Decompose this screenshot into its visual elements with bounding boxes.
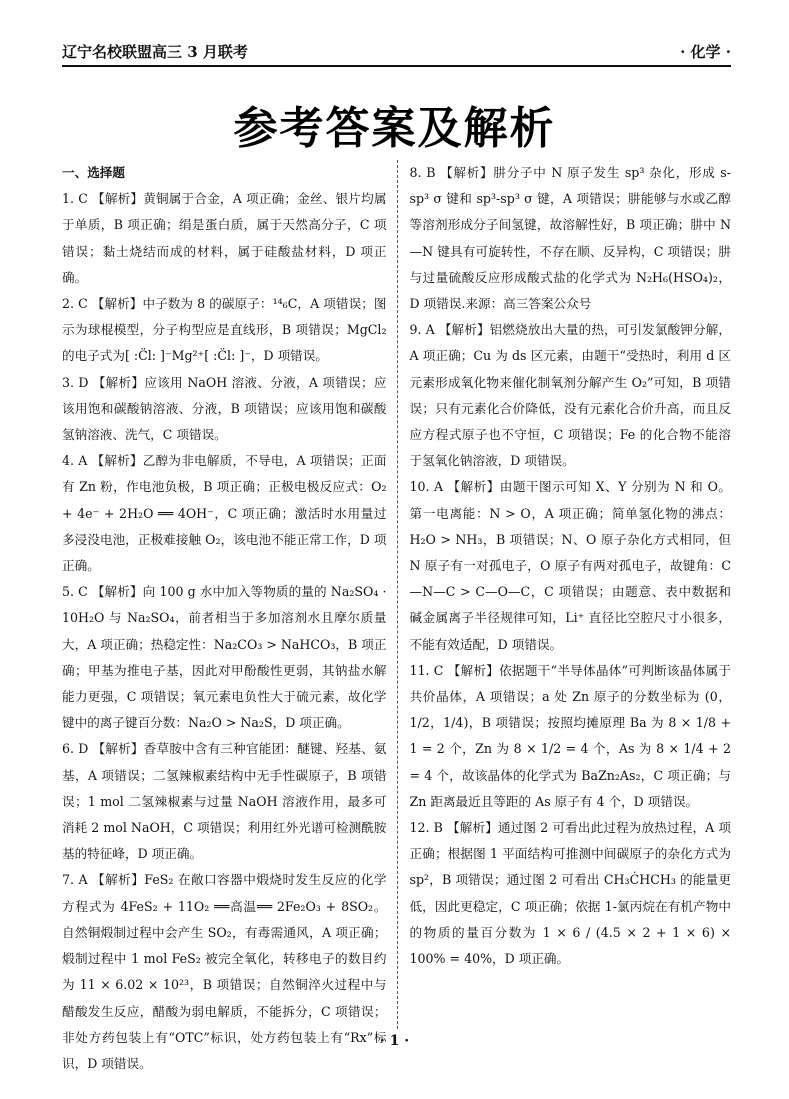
answer-item-11 [410, 658, 732, 815]
answer-text: 8. B 【解析】肼分子中 N 原子发生 sp³ 杂化，形成 s-sp³ σ 键和 sp³-sp³ σ 键，A 项错误；肼能够与水或乙醇等溶剂形成分子间氢键，故溶解性好，B 项正确；肼中 N—N 键具有可旋转性，不存在顺、反异构，C 项错误；肼与过量硫酸反应形成酸式盐的化学式为 N₂H₆(HSO₄)₂，D 项错误.来源：高三答案公众号 [409, 165, 731, 312]
answer-item-1 [62, 186, 387, 291]
answer-columns [62, 160, 731, 1071]
answer-item-4 [62, 448, 387, 579]
section-heading: 一、选择题 [62, 165, 125, 180]
answer-item-12 [410, 815, 732, 972]
answer-text: 11. C 【解析】依据题干“半导体晶体”可判断该晶体属于共价晶体，A 项错误；a 处 Zn 原子的分数坐标为 (0，1/2，1/4)，B 项错误；按照均摊原理 Ba 为 8 × 1/8 + 1 = 2 个，Zn 为 8 × 1/2 = 4 个，As 为 8 × 1/4 + 2 = 4 个，故该晶体的化学式为 BaZn₂As₂，C 项正确；与 Zn 距离最近且等距的 As 原子有 4 个，D 项错误。 [409, 662, 731, 809]
answer-item-5 [62, 579, 387, 736]
answer-text: 2. C 【解析】中子数为 8 的碳原子：¹⁴₆C，A 项错误；图示为球棍模型，分子构型应是直线形，B 项错误；MgCl₂ 的电子式为[ :C̈l: ]⁻Mg²⁺[ :C̈l: ]⁻，D 项错误。 [62, 296, 387, 364]
answer-text: 6. D 【解析】香草胺中含有三种官能团：醚键、羟基、氨基，A 项错误；二氢辣椒素结构中无手性碳原子，B 项错误；1 mol 二氢辣椒素与过量 NaOH 溶液作用，最多可消耗 2 mol NaOH，C 项错误；利用红外光谱可检测酰胺基的特征峰，D 项正确。 [62, 741, 387, 862]
answer-item-2 [62, 291, 387, 370]
answer-item-8 [410, 160, 732, 317]
right-column [397, 160, 732, 1029]
answer-text: 10. A 【解析】由题干图示可知 X、Y 分别为 N 和 O。第一电离能：N > O，A 项正确；简单氢化物的沸点：H₂O > NH₃，B 项错误；N、O 原子杂化方式相同，但 N 原子有一对孤电子，O 原子有两对孤电子，故键角：C—N—C > C—O—C，C 项错误；由题意、表中数据和碱金属离子半径规律可知，Li⁺ 直径比空腔尺寸小很多，不能有效适配，D 项错误。 [409, 479, 731, 652]
page-number: · 1 · [379, 1033, 410, 1049]
answer-text: 12. B 【解析】通过图 2 可看出此过程为放热过程，A 项正确；根据图 1 平面结构可推测中间碳原子的杂化方式为 sp²，B 项错误；通过图 2 可看出 CH₃ĊHCH₃ 的能量更低，因此更稳定，C 项正确；依据 1-氯丙烷在有机产物中的物质的量百分数为 1 × 6 / (4.5 × 2 + 1 × 6) × 100% = 40%，D 项正确。 [409, 820, 731, 967]
header-exam-name: 辽宁名校联盟高三 3 月联考 [62, 43, 248, 61]
left-column [62, 160, 397, 1071]
answer-text: 3. D 【解析】应该用 NaOH 溶液、分液，A 项错误；应该用饱和碳酸钠溶液、分液，B 项错误；应该用饱和碳酸氢钠溶液、洗气，C 项错误。 [62, 374, 387, 443]
answer-text: 5. C 【解析】向 100 g 水中加入等物质的量的 Na₂SO₄ · 10H₂O 与 Na₂SO₄，前者相当于多加溶剂水且摩尔质量大，A 项正确；热稳定性：Na₂CO₃ > NaHCO₃，B 项正确；甲基为推电子基，因此对甲酚酸性更弱，其钠盐水解能力更强，C 项错误；氧元素电负性大于硫元素，故化学键中的离子键百分数：Na₂O > Na₂S，D 项正确。 [62, 584, 387, 731]
page-header [62, 36, 731, 67]
header-subject: · 化学 · [680, 43, 731, 61]
answer-item-10 [410, 474, 732, 657]
answer-text: 7. A 【解析】FeS₂ 在敞口容器中煅烧时发生反应的化学方程式为 4FeS₂ + 11O₂ ══高温══ 2Fe₂O₃ + 8SO₂。自然铜煅制过程中会产生 SO₂，有毒需通风，A 项正确；煅制过程中 1 mol FeS₂ 被完全氧化，转移电子的数目约为 11 × 6.02 × 10²³，B 项错误；自然铜淬火过程中与醋酸发生反应，醋酸为弱电解质，不能拆分，C 项错误；非处方药包装上有“OTC”标识，处方药包装上有“Rx”标识，D 项错误。 [62, 872, 387, 1071]
answer-item-3 [62, 370, 387, 449]
answer-item-6 [62, 736, 387, 867]
answer-text: 1. C 【解析】黄铜属于合金，A 项正确；金丝、银片均属于单质，B 项正确；绢是蛋白质，属于天然高分子，C 项错误；黏土烧结而成的材料，属于硅酸盐材料，D 项正确。 [62, 191, 387, 285]
answer-text: 4. A 【解析】乙醇为非电解质，不导电，A 项错误；正面有 Zn 粉，作电池负极，B 项正确；正极电极反应式：O₂ + 4e⁻ + 2H₂O ══ 4OH⁻，C 项正确；激活时水用量过多浸没电池，正极难接触 O₂，该电池不能正常工作，D 项正确。 [62, 453, 387, 574]
page-title: 参考答案及解析 [233, 103, 556, 154]
answer-item-9 [410, 317, 732, 474]
answer-text: 9. A 【解析】铝燃烧放出大量的热，可引发氯酸钾分解，A 项正确；Cu 为 ds 区元素，由题干“受热时，利用 d 区元素形成氧化物来催化制氧剂分解产生 O₂”可知，B 项错误；只有元素化合价降低，没有元素化合价升高，而且反应方程式原子也不守恒，C 项错误；Fe 的化合物不能溶于氢氧化钠溶液，D 项错误。 [409, 322, 731, 469]
